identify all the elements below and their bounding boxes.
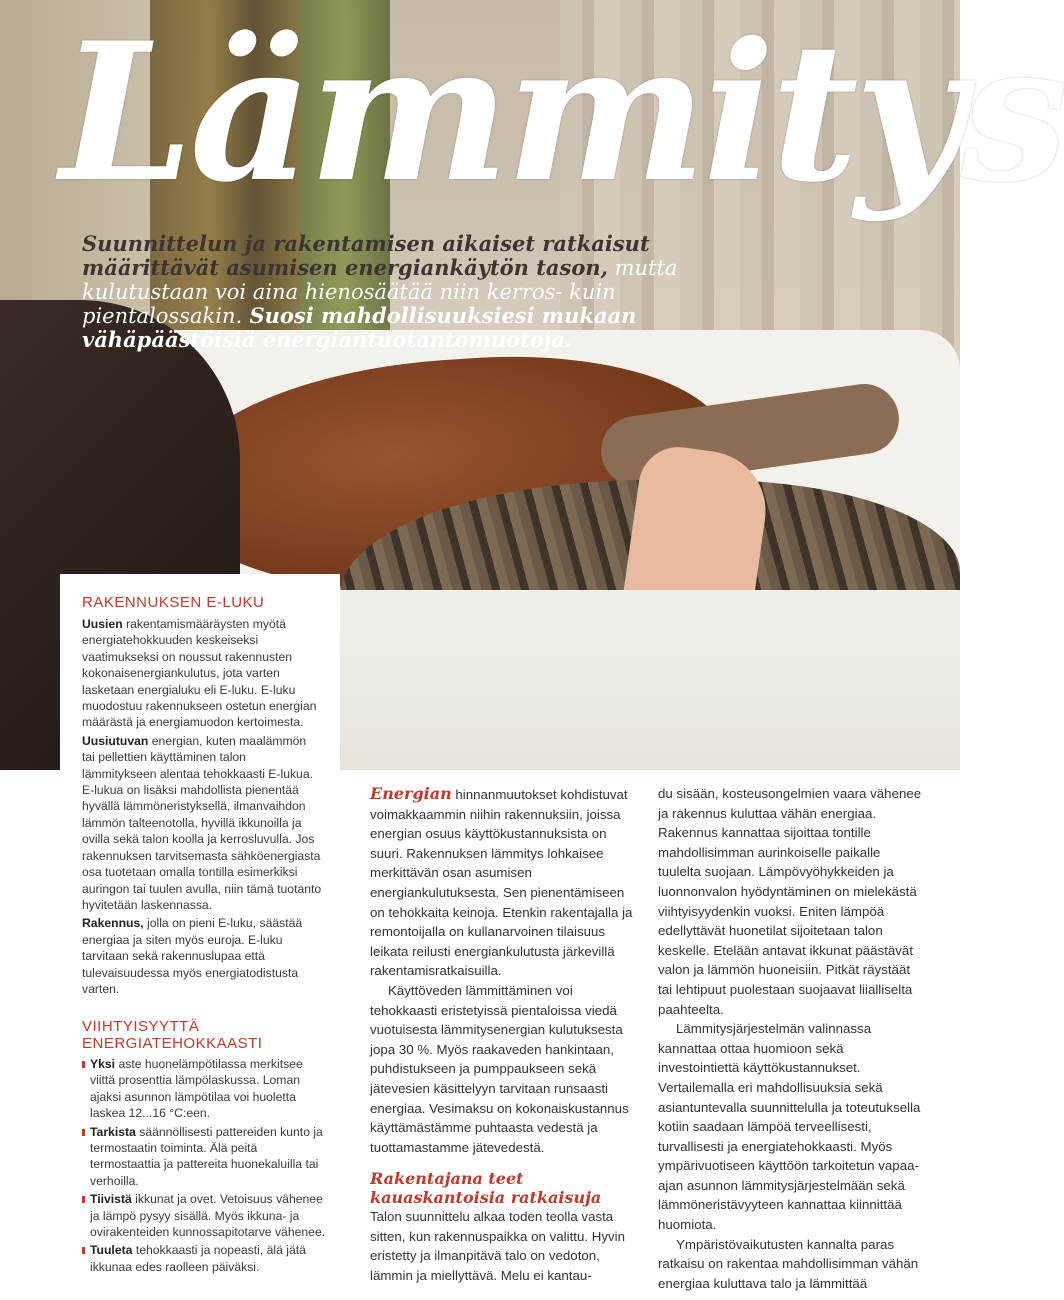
- tip-item: [82, 1056, 330, 1122]
- section-heading: Rakentajana teet kauaskantoisia ratkaisuja: [370, 1169, 602, 1208]
- deck-text: [82, 232, 762, 352]
- tip-bold: Tuuleta: [90, 1243, 133, 1258]
- deck-part-1: Suunnittelun ja rakentamisen aikaiset ratkaisut määrittävät asumisen energiankäytön tason,: [82, 231, 650, 280]
- tip-item: [82, 1124, 330, 1190]
- column1-paragraph-2: Käyttöveden lämmittäminen voi tehokkaasti eristetyissä pientaloissa viedä vuotuisesta lämmitysenergian kulutuksesta jopa 30 %. Myös raakaveden hankintaan, puhdistukseen ja pumppaukseen sekä jätevesien käsittelyyn tarvitaan runsaasti energiaa. Vesimaksu on kokonaiskustannus käyttämästämme puhtaasta vedestä ja tuottamastamme jätevedestä.: [370, 982, 629, 1155]
- column1-p1-text: hinnanmuutokset kohdistuvat voimakkaammin niihin rakennuksiin, joissa energian osuus käyttökustannuksista on suuri. Rakennuksen lämmitys lohkaisee merkittävän osan asumisen energiankulutuksesta. Sen pienentämiseen on tehokkaita keinoja. Etenkin rakentajalla ja remontoijalla on kullanarvoinen tilaisuus leikata reilusti energiankulutusta järkevillä rakentamisratkaisuilla.: [370, 787, 633, 979]
- tip-bold: Tarkista: [90, 1124, 136, 1139]
- blanket: [250, 590, 960, 770]
- body-column-1: [370, 784, 635, 1286]
- sidebar-paragraph-3: [82, 915, 322, 997]
- tip-text: säännöllisesti pattereiden kunto ja termostaatin toiminta. Älä peitä termostaattia ja pattereita huonekaluilla tai verhoilla.: [90, 1124, 323, 1188]
- column2-paragraph-2: Lämmitysjärjestelmän valinnassa kannattaa ottaa huomioon sekä investointiettä käyttökustannukset. Vertailemalla eri mahdollisuuksia sekä asiantuntevalla suunnittelulla ja toteutuksella kotiin saadaan lämpöä terveellisesti, turvallisesti ja energiatehokkaasti. Myös ympärivuotiseen käyttöön tarkoitetun vapaa-ajan asunnon lämmitysjärjestelmään sekä lämmöneristävyyteen kannattaa kiinnittää huomiota.: [658, 1021, 921, 1233]
- sidebar-p1-text: rakentamismääräysten myötä energiatehokkuuden keskeiseksi vaatimukseksi on noussut rakennusten kokonaisenergiankulutus, jota varten lasketaan energialuku eli E-luku. E-luku muodostuu rakennukseen ostetun energian määrästä ja energiamuodon kertoimesta.: [82, 617, 317, 730]
- tips-box: [82, 1018, 332, 1277]
- sidebar-paragraph-1: [82, 616, 322, 731]
- sidebar-p3-text: jolla on pieni E-luku, säästää energiaa ja siten myös euroja. E-luku tarvitaan sekä rakennuslupaa että tulevaisuudessa myös energiatodistusta varten.: [82, 916, 303, 996]
- tips-heading: VIIHTYISYYTTÄ ENERGIATEHOKKAASTI: [82, 1018, 263, 1052]
- sidebar-p3-bold: Rakennus,: [82, 916, 144, 931]
- sidebar-heading: RAKENNUKSEN E-LUKU: [82, 594, 265, 611]
- column2-paragraph-3: Ympäristövaikutusten kannalta paras ratkaisu on rakentaa mahdollisimman vähän energiaa kuluttava talo ja lämmittää: [658, 1236, 919, 1291]
- tips-list: [82, 1056, 332, 1275]
- tip-bold: Yksi: [90, 1057, 116, 1071]
- body-column-2: [658, 784, 923, 1293]
- column1-paragraph-1: [370, 784, 635, 981]
- column1-paragraph-3: Talon suunnittelu alkaa toden teolla vasta sitten, kun rakennuspaikka on valittu. Hyvin eristetty ja ilmanpitävä talo on vedoton, lämmin ja miellyttävä. Melu ei kantau-: [370, 1209, 625, 1284]
- deck-part-2: mutta kulutustaan voi aina hienosäätää niin kerros- kuin pientalossakin.: [82, 256, 678, 328]
- deck-part-3: Suosi mahdollisuuksiesi mukaan vähäpäästöisiä energiantuotantomuotoja.: [82, 303, 637, 352]
- sidebar-paragraph-2: [82, 733, 322, 913]
- page-title: Lämmitys: [60, 1, 1064, 224]
- tip-text: aste huonelämpötilassa merkitsee viittä prosenttia lämpölaskussa. Loman ajaksi asunnon lämpötilaa voi huoletta laskea 12...16 °C:een.: [90, 1057, 303, 1121]
- tip-item: [82, 1191, 330, 1240]
- tip-item: [82, 1242, 330, 1275]
- tip-text: tehokkaasti ja nopeasti, älä jätä ikkunaa edes raolleen päiväksi.: [90, 1243, 306, 1274]
- sidebar-p2-text: energian, kuten maalämmön tai pellettien käyttäminen talon lämmitykseen alentaa tehokkaasti E-lukua. E-lukua on lisäksi mahdollista pienentää hyvällä lämmöneristyksellä, ilmanvaihdon lämmön talteenotolla, hyvillä ikkunoilla ja ovilla sekä talon koolla ja kerrosluvulla. Jos rakennuksen tarvitsemasta sähköenergiasta osa tuotetaan omalla tontilla esimerkiksi auringon tai tuulen avulla, niin tämä tuotanto hyvitetään laskennassa.: [82, 733, 322, 912]
- lead-word: Energian: [370, 784, 452, 803]
- tip-bold: Tiivistä: [90, 1192, 132, 1207]
- sidebar-p1-bold: Uusien: [82, 617, 123, 631]
- column2-paragraph-1: du sisään, kosteusongelmien vaara vähenee ja rakennus kuluttaa vähän energiaa. Rakennus kannattaa sijoittaa tontille mahdollisimman aurinkoiselle paikalle tuulelta suojaan. Lämpövyöhykkeiden ja luonnonvalon hyödyntäminen on mielekästä viihtyisyydenkin vuoksi. Eniten lämpöä edellyttävät huonetilat sijoitetaan talon keskelle. Etelään antavat ikkunat päästävät valon ja lämmön huoneisiin. Pitkät räystäät tai lehtipuut puolestaan suojaavat liialliselta paahteelta.: [658, 786, 922, 1017]
- tip-text: ikkunat ja ovet. Vetoisuus vähenee ja lämpö pysyy sisällä. Myös ikkuna- ja ovirakenteiden kunnossapitotarve vähenee.: [90, 1192, 326, 1240]
- sidebar-p2-bold: Uusiutuvan: [82, 733, 149, 748]
